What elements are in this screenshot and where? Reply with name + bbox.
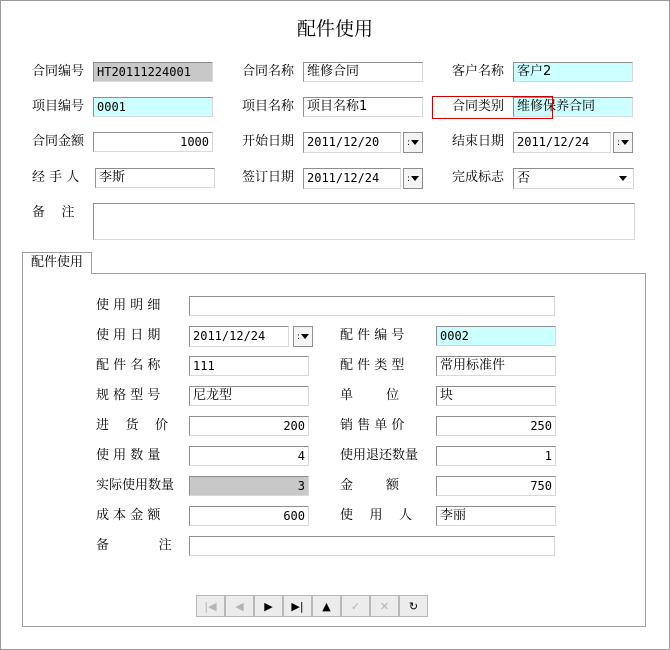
end-date-label: 结束日期 [452, 134, 505, 149]
usage-detail-label: 使 用 明 细 [96, 298, 161, 313]
complete-flag-label: 完成标志 [452, 170, 505, 185]
handler-field[interactable]: 李斯 [95, 168, 215, 188]
chevron-down-icon [621, 140, 629, 145]
part-name-label: 配 件 名 称 [96, 358, 161, 373]
start-date-picker[interactable] [303, 132, 423, 153]
actual-qty-field[interactable]: 3 [189, 476, 309, 496]
chevron-down-icon [411, 140, 419, 145]
refresh-button[interactable] [399, 595, 428, 617]
complete-flag-value[interactable]: 否 [513, 168, 634, 189]
sign-date-dropdown-button[interactable]: : [403, 168, 423, 189]
part-type-field[interactable]: 常用标准件 [436, 356, 556, 376]
last-record-icon: ▶| [291, 599, 304, 613]
project-no-field[interactable]: 0001 [93, 97, 213, 117]
user-label: 使 用 人 [340, 508, 413, 523]
remark-label: 备 注 [32, 205, 75, 220]
end-date-picker[interactable] [513, 132, 633, 153]
sign-date-value[interactable]: 2011/12/24 [303, 168, 401, 189]
customer-name-label: 客户名称 [452, 64, 505, 79]
usage-date-label: 使 用 日 期 [96, 328, 161, 343]
complete-flag-select[interactable] [513, 168, 634, 189]
cost-amount-field[interactable]: 600 [189, 506, 309, 526]
last-record-button[interactable] [283, 595, 312, 617]
part-no-label: 配 件 编 号 [340, 328, 405, 343]
chevron-down-icon [411, 176, 419, 181]
post-record-button[interactable] [341, 595, 370, 617]
usage-detail-field[interactable] [189, 296, 555, 316]
contract-name-label: 合同名称 [242, 64, 295, 79]
prior-record-icon: ◀ [235, 599, 244, 613]
end-date-value[interactable]: 2011/12/24 [513, 132, 611, 153]
first-record-icon: |◀ [204, 599, 217, 613]
project-name-label: 项目名称 [242, 99, 295, 114]
purchase-price-label: 进 货 价 [96, 418, 169, 433]
cancel-record-icon: ✕ [379, 599, 390, 613]
unit-label: 单 位 [340, 388, 400, 403]
customer-name-field[interactable]: 客户2 [513, 62, 633, 82]
contract-no-field[interactable]: HT20111224001 [93, 62, 213, 82]
record-navigator [196, 595, 428, 617]
sign-date-picker[interactable] [303, 168, 423, 189]
cancel-record-button[interactable] [370, 595, 399, 617]
chevron-down-icon [619, 176, 627, 181]
actual-qty-label: 实际使用数量 [96, 478, 175, 493]
spec-field[interactable]: 尼龙型 [189, 386, 309, 406]
usage-qty-label: 使 用 数 量 [96, 448, 161, 463]
purchase-price-field[interactable]: 200 [189, 416, 309, 436]
contract-name-field[interactable]: 维修合同 [303, 62, 423, 82]
contract-amount-field[interactable]: 1000 [93, 132, 213, 152]
part-type-label: 配 件 类 型 [340, 358, 405, 373]
chevron-down-icon [301, 334, 309, 339]
next-record-button[interactable] [254, 595, 283, 617]
refresh-icon: ↻ [408, 599, 419, 613]
complete-flag-dropdown-button[interactable] [613, 169, 633, 188]
return-qty-field[interactable]: 1 [436, 446, 556, 466]
remark-memo[interactable] [93, 203, 635, 240]
end-date-dropdown-button[interactable]: : [613, 132, 633, 153]
sale-price-field[interactable]: 250 [436, 416, 556, 436]
part-name-field[interactable]: 111 [189, 356, 309, 376]
unit-field[interactable]: 块 [436, 386, 556, 406]
spec-label: 规 格 型 号 [96, 388, 161, 403]
tab-part-usage[interactable]: 配件使用 [22, 252, 92, 274]
handler-label: 经 手 人 [32, 170, 80, 185]
part-no-field[interactable]: 0002 [436, 326, 556, 346]
contract-type-label: 合同类别 [452, 99, 505, 114]
contract-amount-label: 合同金额 [32, 134, 85, 149]
amount-label: 金 额 [340, 478, 400, 493]
next-record-icon: ▶ [264, 599, 273, 613]
detail-remark-field[interactable] [189, 536, 555, 556]
prior-record-button[interactable] [225, 595, 254, 617]
start-date-label: 开始日期 [242, 134, 295, 149]
project-no-label: 项目编号 [32, 99, 85, 114]
project-name-field[interactable]: 项目名称1 [303, 97, 423, 117]
insert-record-button[interactable] [312, 595, 341, 617]
start-date-value[interactable]: 2011/12/20 [303, 132, 401, 153]
usage-qty-field[interactable]: 4 [189, 446, 309, 466]
contract-type-field[interactable]: 维修保养合同 [513, 97, 633, 117]
usage-date-picker[interactable] [189, 326, 313, 347]
insert-record-icon: ▲ [322, 599, 331, 613]
sign-date-label: 签订日期 [242, 170, 295, 185]
contract-no-label: 合同编号 [32, 64, 85, 79]
cost-amount-label: 成 本 金 额 [96, 508, 161, 523]
sale-price-label: 销 售 单 价 [340, 418, 405, 433]
page-title: 配件使用 [296, 18, 373, 40]
detail-remark-label: 备 注 [96, 538, 172, 553]
post-record-icon: ✓ [350, 599, 361, 613]
return-qty-label: 使用退还数量 [340, 448, 419, 463]
usage-date-dropdown-button[interactable]: : [293, 326, 313, 347]
user-field[interactable]: 李丽 [436, 506, 556, 526]
usage-date-value[interactable]: 2011/12/24 [189, 326, 289, 347]
amount-field[interactable]: 750 [436, 476, 556, 496]
first-record-button[interactable] [196, 595, 225, 617]
start-date-dropdown-button[interactable]: : [403, 132, 423, 153]
